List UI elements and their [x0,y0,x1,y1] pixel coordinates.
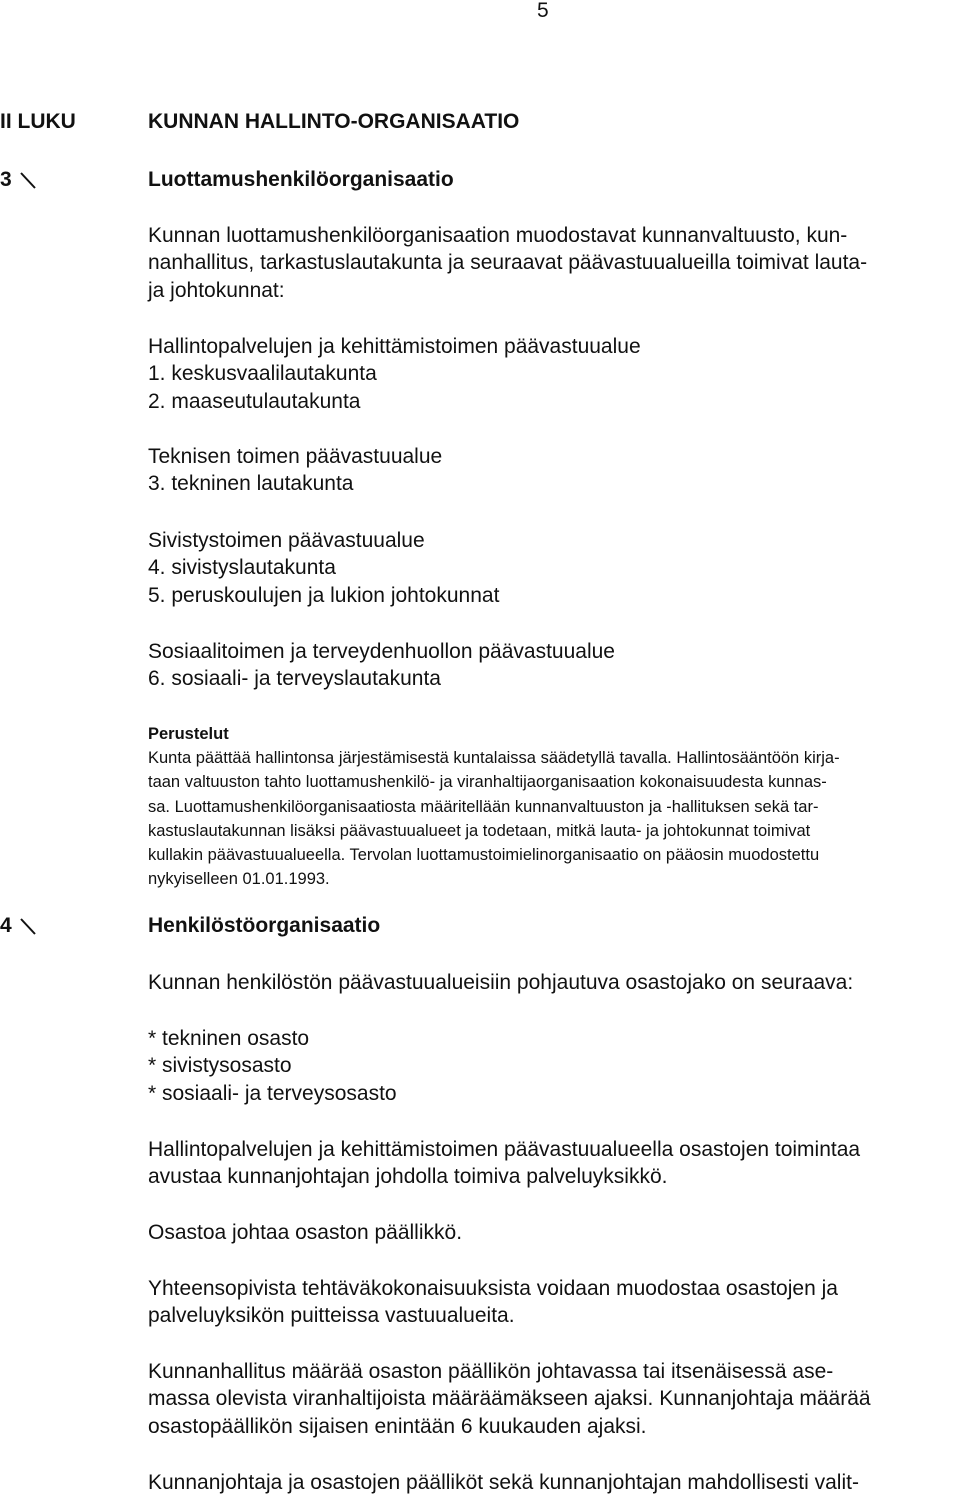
group-title: Hallintopalvelujen ja kehittämistoimen päävastuualue [148,335,641,358]
list-item: 5. peruskoulujen ja lukion johtokunnat [148,583,500,607]
list-item: * sosiaali- ja terveysosasto [148,1081,397,1105]
group-title: Sivistystoimen päävastuualue [148,529,425,552]
rationale-line: kastuslautakunnan lisäksi päävastuualueet ja todetaan, mitkä lauta- ja johtokunnat toimivat [148,821,811,840]
intro-line: Kunnan luottamushenkilöorganisaation muodostavat kunnanvaltuusto, kun- [148,224,848,247]
group-tekninen [148,443,956,498]
group-sivistystoimi [148,527,956,609]
page-number: 5 [537,0,549,22]
paragraph-line: Hallintopalvelujen ja kehittämistoimen päävastuualueella osastojen toimintaa [148,1138,861,1161]
group-sosiaalitoimi [148,638,956,693]
chapter-title: KUNNAN HALLINTO-ORGANISAATIO [148,110,520,133]
rationale-line: taan valtuuston tahto luottamushenkilö- ja viranhaltijaorganisaation kokonaisuudesta kunnas- [148,773,827,792]
paragraph-line: avustaa kunnanjohtajan johdolla toimiva palveluyksikkö. [148,1165,668,1189]
paragraph [148,1275,956,1330]
paragraph-line: Kunnanhallitus määrää osaston päällikön johtavassa tai itsenäisessä ase- [148,1360,834,1383]
list-item: 4. sivistyslautakunta [148,556,336,580]
list-item: 6. sosiaali- ja terveyslautakunta [148,667,441,691]
rationale-line: sa. Luottamushenkilöorganisaatiosta määritellään kunnanvaltuuston ja -hallituksen sekä tar- [148,797,819,816]
list-item: * tekninen osasto [148,1027,310,1050]
paragraph [148,1136,956,1191]
section-3-intro [148,222,956,304]
rationale-line: Kunta päättää hallintonsa järjestämisestä kuntalaissa säädetyllä tavalla. Hallintosääntöön kirja- [148,749,840,768]
chapter-label: II LUKU [0,110,76,133]
rationale [148,722,956,891]
paragraph-line: Kunnanjohtaja ja osastojen päälliköt sekä kunnanjohtajan mahdollisesti valit- [148,1471,859,1494]
paragraph [148,1358,956,1440]
paragraph [148,1469,956,1496]
paragraph-line: Osastoa johtaa osaston päällikkö. [148,1221,463,1244]
intro-line: Kunnan henkilöstön päävastuualueisiin pohjautuva osastojako on seuraava: [148,971,854,994]
list-item: * sivistysosasto [148,1054,292,1078]
paragraph-line: Yhteensopivista tehtäväkokonaisuuksista voidaan muodostaa osastojen ja [148,1277,838,1300]
group-hallintopalvelut [148,333,956,415]
section-4-number: 4 [0,914,12,937]
list-item: 2. maaseutulautakunta [148,389,361,413]
section-3-number: 3 [0,168,12,191]
group-title: Sosiaalitoimen ja terveydenhuollon päävastuualue [148,640,615,663]
section-3-title: Luottamushenkilöorganisaatio [148,168,454,191]
department-list [148,1025,956,1107]
section-4-title: Henkilöstöorganisaatio [148,914,381,937]
rationale-line: kullakin päävastuualueella. Tervolan luottamustoimielinorganisaatio on pääosin muodostettu [148,846,820,865]
section-sign-icon [20,167,36,193]
paragraph-line: osastopäällikön sijaisen enintään 6 kuukauden ajaksi. [148,1414,647,1438]
paragraph [148,1219,956,1246]
paragraph-line: palveluyksikön puitteissa vastuualueita. [148,1304,515,1328]
rationale-line: nykyiselleen 01.01.1993. [148,870,330,889]
list-item: 3. tekninen lautakunta [148,472,354,496]
list-item: 1. keskusvaalilautakunta [148,362,377,386]
section-sign-icon [20,913,36,939]
rationale-heading: Perustelut [148,725,229,743]
paragraph-line: massa olevista viranhaltijoista määräämäkseen ajaksi. Kunnanjohtaja määrää [148,1387,871,1411]
intro-line: nanhallitus, tarkastuslautakunta ja seuraavat päävastuualueilla toimivat lauta- [148,251,868,275]
section-4-intro [148,969,956,996]
intro-line: ja johtokunnat: [148,278,285,302]
group-title: Teknisen toimen päävastuualue [148,445,443,468]
